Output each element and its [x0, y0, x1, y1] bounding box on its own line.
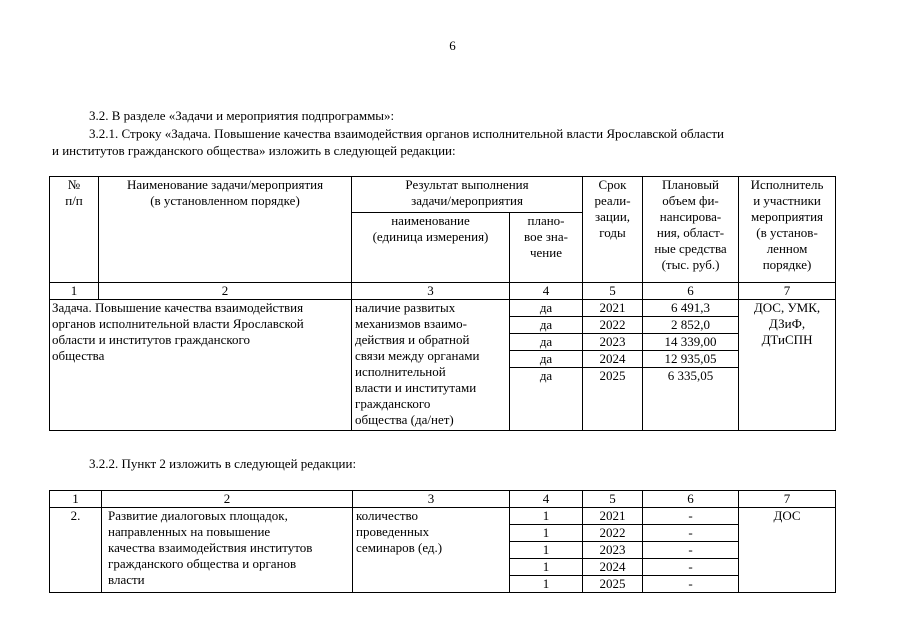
col-number: 7 — [739, 283, 836, 300]
text-line: Развитие диалоговых площадок, — [108, 508, 288, 523]
planned-value: да — [510, 317, 583, 334]
text-line: механизмов взаимо- — [355, 316, 467, 331]
text-line: мероприятия — [751, 209, 824, 224]
term-year: 2021 — [583, 300, 643, 317]
text-line: (тыс. руб.) — [661, 257, 720, 272]
col-number: 6 — [643, 283, 739, 300]
table-row-col-numbers — [50, 491, 836, 508]
text-line: общества (да/нет) — [355, 412, 454, 427]
text-line: органов исполнительной власти Ярославской — [52, 316, 304, 331]
col-number: 1 — [50, 491, 102, 508]
paragraph-3-2-1-line1: 3.2.1. Строку «Задача. Повышение качества взаимодействия органов исполнительной власти Ярославской области — [89, 126, 725, 141]
text-line: чение — [530, 245, 562, 260]
table-item-2 — [49, 490, 836, 593]
col-number: 4 — [510, 283, 583, 300]
text-line: наименование — [391, 213, 470, 228]
planned-value: 1 — [510, 576, 583, 593]
planned-value: да — [510, 334, 583, 351]
paragraph-3-2-1-line2: и институтов гражданского общества» изложить в следующей редакции: — [52, 143, 456, 158]
text-line: ДТиСПН — [761, 332, 813, 347]
text-line: и участники — [753, 193, 821, 208]
term-year: 2024 — [583, 351, 643, 368]
text-line: области и институтов гражданского — [52, 332, 251, 347]
header-result-name — [352, 213, 510, 283]
text-line: связи между органами — [355, 348, 480, 363]
col-number: 5 — [583, 491, 643, 508]
text-line: годы — [599, 225, 626, 240]
paragraph-3-2-2: 3.2.2. Пункт 2 изложить в следующей редакции: — [89, 456, 357, 471]
text-line: власти — [108, 572, 145, 587]
text-line: Плановый — [662, 177, 719, 192]
text-line: гражданского — [355, 396, 431, 411]
text-line: ленном — [766, 241, 808, 256]
funding-amount: 2 852,0 — [643, 317, 739, 334]
funding-amount: 12 935,05 — [643, 351, 739, 368]
text-line: Результат выполнения — [405, 177, 529, 192]
term-year: 2023 — [583, 334, 643, 351]
funding-amount: - — [643, 559, 739, 576]
text-line: качества взаимодействия институтов — [108, 540, 313, 555]
header-executors — [739, 177, 836, 283]
funding-amount: 14 339,00 — [643, 334, 739, 351]
text-line: Исполнитель — [750, 177, 824, 192]
planned-value: 1 — [510, 525, 583, 542]
text-line: п/п — [65, 193, 83, 208]
term-year: 2022 — [583, 317, 643, 334]
planned-value: 1 — [510, 508, 583, 525]
header-planned-value — [510, 213, 583, 283]
text-line: направленных на повышение — [108, 524, 271, 539]
funding-amount: - — [643, 508, 739, 525]
table-row — [50, 300, 836, 317]
paragraph-3-2: 3.2. В разделе «Задачи и мероприятия подпрограммы»: — [89, 108, 395, 123]
text-line: объем фи- — [662, 193, 719, 208]
text-line: Задача. Повышение качества взаимодействия — [52, 300, 304, 315]
col-number: 2 — [102, 491, 353, 508]
header-term — [583, 177, 643, 283]
header-volume — [643, 177, 739, 283]
text-line: наличие развитых — [355, 300, 456, 315]
planned-value: да — [510, 300, 583, 317]
col-number: 4 — [510, 491, 583, 508]
task-text — [50, 300, 352, 431]
text-line: Наименование задачи/мероприятия — [126, 177, 324, 192]
text-line: семинаров (ед.) — [356, 540, 443, 555]
page-number: 6 — [449, 38, 456, 53]
table-row-col-numbers — [50, 283, 836, 300]
funding-amount: - — [643, 576, 739, 593]
text-line: (единица измерения) — [372, 229, 489, 244]
executor-text: ДОС — [739, 508, 836, 593]
term-year: 2024 — [583, 559, 643, 576]
item-text — [102, 508, 353, 593]
text-line: вое зна- — [524, 229, 568, 244]
text-line: ные средства — [654, 241, 727, 256]
funding-amount: 6 491,3 — [643, 300, 739, 317]
funding-amount: - — [643, 542, 739, 559]
executors-text — [739, 300, 836, 431]
text-line: (в установ- — [756, 225, 818, 240]
header-num — [50, 177, 99, 283]
planned-value: 1 — [510, 542, 583, 559]
text-line: зации, — [595, 209, 631, 224]
text-line: количество — [356, 508, 419, 523]
col-number: 3 — [353, 491, 510, 508]
text-line: ДЗиФ, — [768, 316, 806, 331]
header-name — [99, 177, 352, 283]
result-text — [352, 300, 510, 431]
text-line: проведенных — [356, 524, 430, 539]
term-year: 2025 — [583, 576, 643, 593]
text-line: исполнительной — [355, 364, 446, 379]
table-task — [49, 176, 836, 431]
planned-value: да — [510, 368, 583, 385]
planned-value: 1 — [510, 559, 583, 576]
text-line: (в установленном порядке) — [150, 193, 300, 208]
text-line: ния, област- — [656, 225, 725, 240]
col-number: 6 — [643, 491, 739, 508]
item-result-text — [353, 508, 510, 593]
col-number: 2 — [99, 283, 352, 300]
text-line: задачи/мероприятия — [411, 193, 523, 208]
text-line: гражданского общества и органов — [108, 556, 297, 571]
header-result — [352, 177, 583, 213]
col-number: 7 — [739, 491, 836, 508]
table-row — [50, 508, 836, 525]
text-line: действия и обратной — [355, 332, 470, 347]
text-line: нансирова- — [659, 209, 722, 224]
text-line: реали- — [594, 193, 631, 208]
text-line: Срок — [598, 177, 627, 192]
text-line: власти и институтами — [355, 380, 477, 395]
col-number: 3 — [352, 283, 510, 300]
text-line: общества — [52, 348, 105, 363]
funding-amount: 6 335,05 — [643, 368, 739, 385]
col-number: 5 — [583, 283, 643, 300]
text-line: плано- — [527, 213, 565, 228]
text-line: ДОС, УМК, — [753, 300, 821, 315]
planned-value: да — [510, 351, 583, 368]
item-number: 2. — [50, 508, 102, 593]
term-year: 2022 — [583, 525, 643, 542]
col-number: 1 — [50, 283, 99, 300]
term-year: 2021 — [583, 508, 643, 525]
term-year: 2023 — [583, 542, 643, 559]
text-line: № — [67, 177, 81, 192]
text-line: порядке) — [762, 257, 812, 272]
term-year: 2025 — [583, 368, 643, 385]
funding-amount: - — [643, 525, 739, 542]
